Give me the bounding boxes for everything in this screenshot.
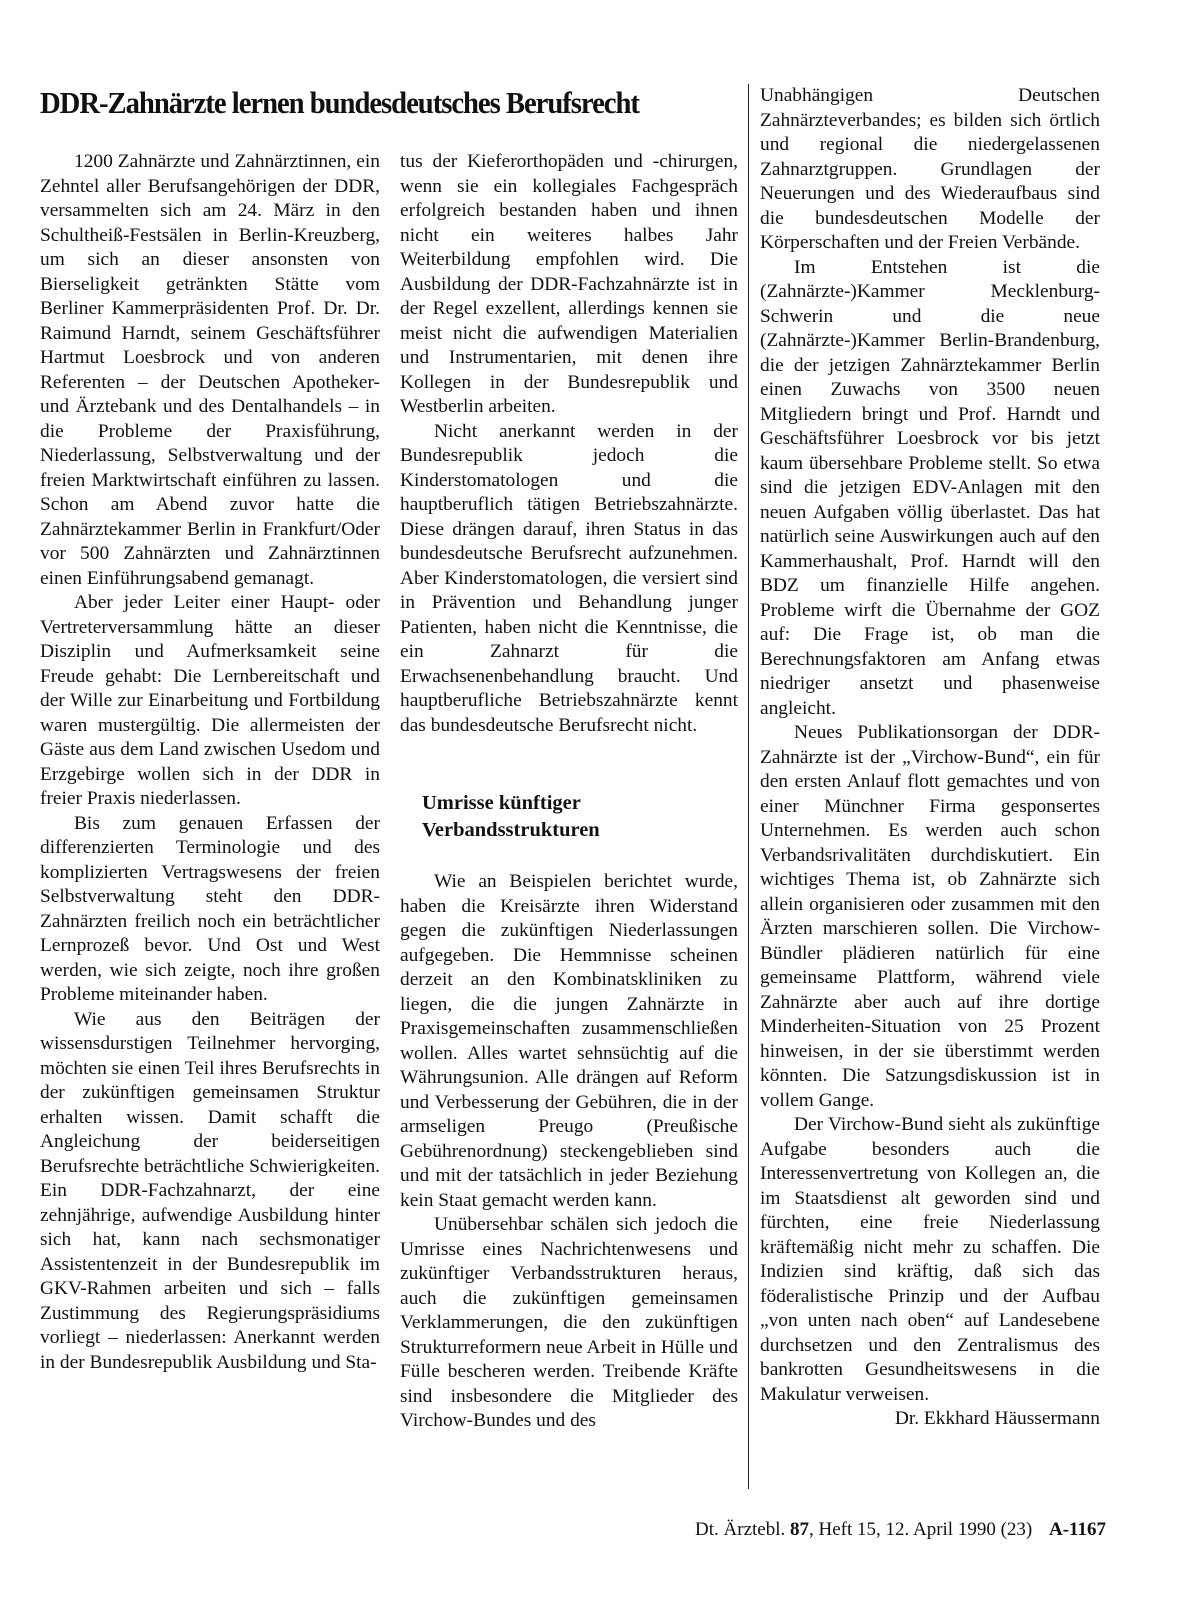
subheading-line: Umrisse künftiger — [422, 792, 581, 814]
paragraph: Bis zum genauen Erfassen der differenzierten Terminologie und des komplizierten Vertragswesens der freien Selbstverwaltung steht den DDR-Zahnärzten freilich noch ein beträchtlicher Lernprozeß bevor. Und Ost und West werden, wie sich zeigte, noch ihre großen Probleme miteinander haben. — [40, 812, 380, 1005]
paragraph: Unabhängigen Deutschen Zahnärzteverbandes; es bilden sich örtlich und regional die niedergelassenen Zahnarztgruppen. Grundlagen der Neuerungen und des Wiederaufbaus sind die bundesdeutschen Modelle der Körperschaften und der Freien Verbände. — [760, 85, 1100, 253]
author-signature: Dr. Ekkhard Häussermann — [894, 1408, 1100, 1429]
paragraph: tus der Kieferorthopäden und -chirurgen, wenn sie ein kollegiales Fachgespräch erfolgreich bestanden haben und ihnen nicht ein weiteres halbes Jahr Weiterbildung empfohlen wird. Die Ausbildung der DDR-Fachzahnärzte ist in der Regel exzellent, allerdings kennen sie meist nicht die aufwendigen Materialien und Instrumentarien, mit denen ihre Kollegen in der Bundesrepublik und Westberlin arbeiten. — [400, 151, 738, 417]
paragraph: Neues Publikationsorgan der DDR-Zahnärzte ist der „Virchow-Bund“, ein für den ersten Anlauf flott gemachtes und von einer Münchner Firma gesponsertes Unternehmen. Es werden auch schon Verbandsrivalitäten durchdiskutiert. Ein wichtiges Thema ist, ob Zahnärzte sich allein organisieren oder zusammen mit den Ärzten marschieren sollen. Die Virchow-Bündler plädieren natürlich für eine gemeinsame Plattform, während viele Zahnärzte aber auch auf ihre dortige Minderheiten-Situation von 25 Prozent hinweisen, in der sie überstimmt werden könnten. Die Satzungsdiskussion ist in vollem Gange. — [760, 722, 1100, 1111]
paragraph: 1200 Zahnärzte und Zahnärztinnen, ein Zehntel aller Berufsangehörigen der DDR, versammelten sich am 24. März in den Schultheiß-Festsälen in Berlin-Kreuzberg, um sich an dieser ansonsten von Bierseligkeit getränkten Stätte vom Berliner Kammerpräsidenten Prof. Dr. Dr. Raimund Harndt, seinem Geschäftsführer Hartmut Loesbrock und von anderen Referenten – der Deutschen Apotheker- und Ärztebank und des Dentalhandels – in die Probleme der Praxisführung, Niederlassung, Selbstverwaltung und der freien Marktwirtschaft einführen zu lassen. Schon am Abend zuvor hatte die Zahnärztekammer Berlin in Frankfurt/Oder vor 500 Zahnärzten und Zahnärztinnen einen Einführungsabend gemanagt. — [40, 151, 380, 589]
paragraph: Der Virchow-Bund sieht als zukünftige Aufgabe besonders auch die Interessenvertretung von Kollegen an, die im Staatsdienst alt geworden sind und fürchten, eine freie Niederlassung kräftemäßig nicht mehr zu schaffen. Die Indizien sind kräftig, daß sich das föderalistische Prinzip und der Aufbau „von unten nach oben“ auf Landesebene durchsetzen und den Zentralismus des bankrotten Gesundheitswesens in die Makulatur verweisen. — [760, 1114, 1100, 1405]
issue-info: , Heft 15, 12. April 1990 (23) — [809, 1519, 1033, 1540]
article-column-2 — [400, 150, 738, 1434]
paragraph: Wie aus den Beiträgen der wissensdurstigen Teilnehmer hervorging, möchten sie einen Teil ihres Berufsrechts in der zukünftigen gemeinsamen Struktur erhalten wissen. Damit schafft die Angleichung der beiderseitigen Berufsrechte beträchtliche Schwierigkeiten. Ein DDR-Fachzahnarzt, der eine zehnjährige, aufwendige Ausbildung hinter sich hat, kann nach sechsmonatiger Assistentenzeit in der Bundesrepublik im GKV-Rahmen arbeiten und sich – falls Zustimmung des Regierungspräsidiums vorliegt – niederlassen: Anerkannt werden in der Bundesrepublik Ausbildung und Sta- — [40, 1008, 380, 1373]
paragraph: Nicht anerkannt werden in der Bundesrepublik jedoch die Kinderstomatologen und die hauptberuflich tätigen Betriebszahnärzte. Diese drängen darauf, ihren Status in das bundesdeutsche Berufsrecht aufzunehmen. Aber Kinderstomatologen, die versiert sind in Prävention und Behandlung junger Patienten, haben nicht die Kenntnisse, die ein Zahnarzt für die Erwachsenenbehandlung braucht. Und hauptberufliche Betriebszahnärzte kennt das bundesdeutsche Berufsrecht nicht. — [400, 420, 738, 736]
column-divider — [748, 84, 749, 1489]
paragraph: Im Entstehen ist die (Zahnärzte-)Kammer Mecklenburg-Schwerin und die neue (Zahnärzte-)Kammer Berlin-Brandenburg, die der jetzigen Zahnärztekammer Berlin einen Zuwachs von 3500 neuen Mitgliedern bringt und Prof. Harndt und Geschäftsführer Loesbrock vor bis jetzt kaum übersehbare Probleme stellt. So etwa sind die jetzigen EDV-Anlagen mit den neuen Aufgaben völlig überlastet. Das hat natürlich seine Auswirkungen auch auf den Kammerhaushalt, Prof. Harndt will den BDZ um finanzielle Hilfe angehen. Probleme wirft die Übernahme der GOZ auf: Die Frage ist, ob man die Berechnungsfaktoren am Anfang etwas niedriger ansetzt und phasenweise angleicht. — [760, 256, 1100, 719]
journal-name: Dt. Ärztebl. — [695, 1519, 786, 1540]
paragraph: Aber jeder Leiter einer Haupt- oder Vertreterversammlung hätte an dieser Disziplin und Aufmerksamkeit seine Freude gehabt: Die Lernbereitschaft und der Wille zur Einarbeitung und Fortbildung waren mustergültig. Die allermeisten der Gäste aus dem Land zwischen Usedom und Erzgebirge wollen sich in der DDR in freier Praxis niederlassen. — [40, 592, 380, 809]
article-column-1 — [40, 150, 380, 1375]
subheading — [422, 790, 738, 844]
page-reference: A-1167 — [1049, 1519, 1106, 1540]
paragraph: Wie an Beispielen berichtet wurde, haben die Kreisärzte ihren Widerstand gegen die zukünftigen Niederlassungen aufgegeben. Die Hemmnisse scheinen derzeit an den Kombinatskliniken zu liegen, die die jungen Zahnärzte in Praxisgemeinschaften zusammenschließen wollen. Alles wartet sehnsüchtig auf die Währungsunion. Alle drängen auf Reform und Verbesserung der Gebühren, die in der armseligen Preugo (Preußische Gebührenordnung) steckengeblieben sind und mit der tatsächlich in jeder Beziehung kein Staat gemacht werden kann. — [400, 871, 738, 1211]
journal-volume: 87 — [790, 1519, 810, 1540]
page-footer — [695, 1518, 1106, 1542]
paragraph: Unübersehbar schälen sich jedoch die Umrisse eines Nachrichtenwesens und zukünftiger Verbandsstrukturen heraus, auch die zukünftigen gemeinsamen Verklammerungen, die den zukünftigen Strukturreformern neue Arbeit in Hülle und Fülle bescheren werden. Treibende Kräfte sind insbesondere die Mitglieder des Virchow-Bundes und des — [400, 1214, 738, 1431]
headline: DDR-Zahnärzte lernen bundesdeutsches Berufsrecht — [40, 86, 639, 120]
article-column-3 — [760, 84, 1100, 1432]
subheading-line: Verbandsstrukturen — [422, 819, 600, 841]
